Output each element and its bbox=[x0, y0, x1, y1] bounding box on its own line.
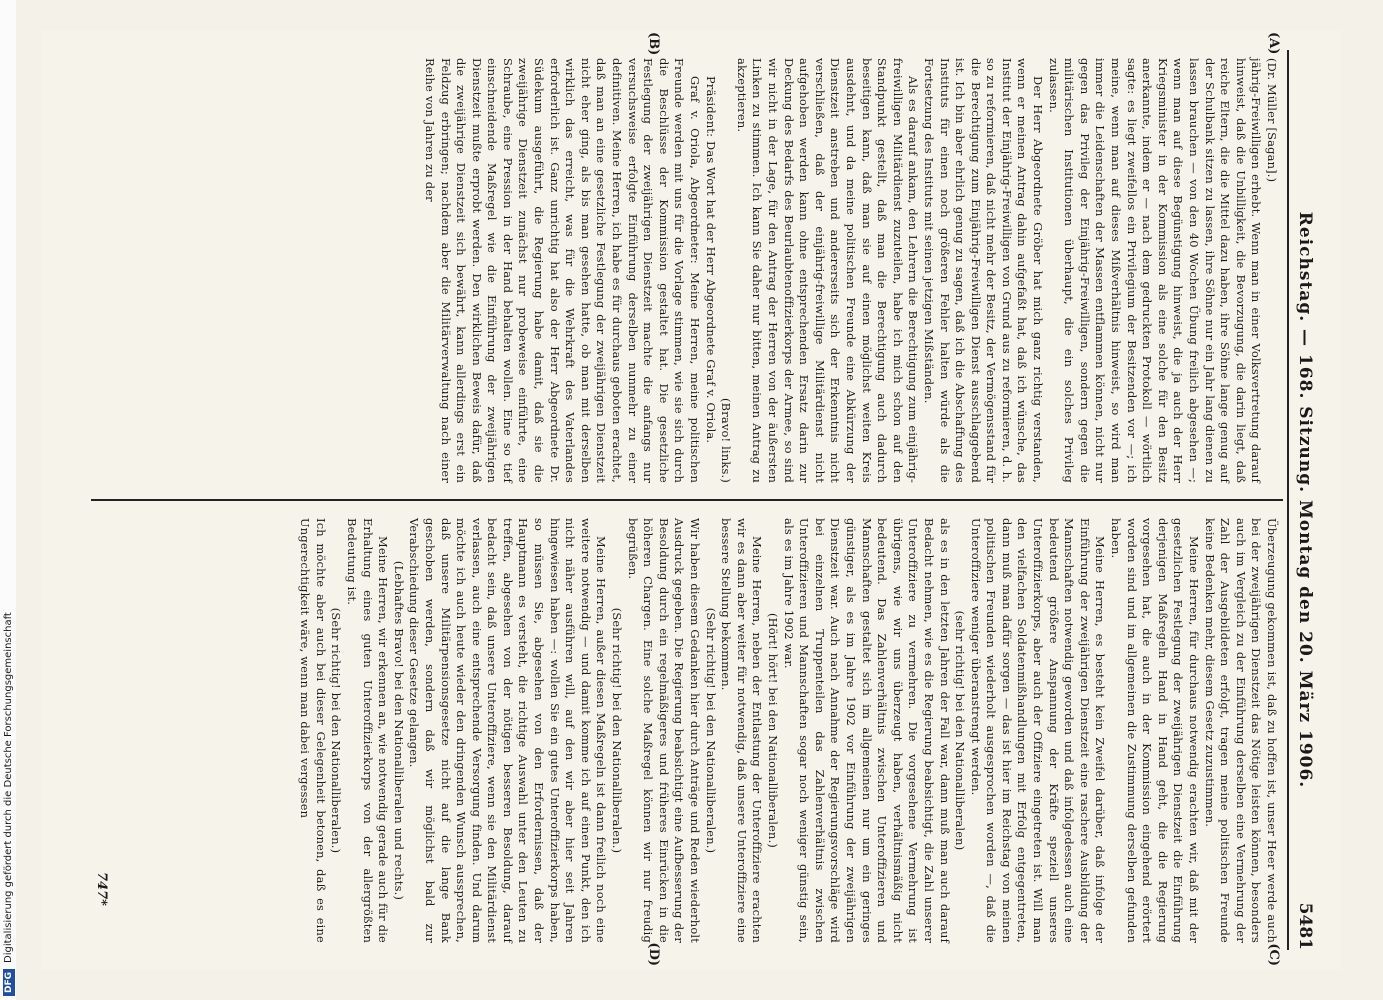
stage-direction: (Lebhaftes Bravo! bei den Nationalliberalen und rechts.) bbox=[391, 560, 406, 901]
paragraph: jährig-Freiwilligen erhebt. Wenn man in einer Volksvertretung darauf hinweist, daß die Unbilligkeit, die Bevorzugung, die darin liegt, daß reiche Eltern, die die Mittel dazu haben, ihre Söhne lange genug auf der Schulbank sitzen zu lassen, ihre Söhne nur ein Jahr lang dienen zu lassen brauchen — von den 40 Wochen Übung freilich abgesehen —; wenn man auf diese Begünstigung hinweist, die ja auch der Herr Kriegsminister in der Kommission als eine solche für den Besitz anerkannte, indem er — nach dem gedruckten Protokoll — wörtlich sagte: es liegt zweifellos ein Privilegium der Besitzenden vor —; ich meine, wenn man auf dieses Mißverhältnis hinweist, so wird man immer die Leidenschaften der Massen entflammen können, nicht nur gegen das Privileg der Einjährig-Freiwilligen, sondern gegen die militärischen Institutionen überhaupt, die ein solches Privileg zulassen. bbox=[1046, 58, 1264, 483]
margin-marker-a: (A) bbox=[1266, 32, 1281, 55]
dfg-logo: DFG bbox=[3, 969, 15, 996]
stage-direction: (Bravo! links.) bbox=[719, 398, 734, 483]
paragraph: als es in den letzten Jahren der Fall war, dann muß man auch darauf Bedacht nehmen, wie es die Regierung beabsichtigt, die Zahl unserer Unteroffiziere zu vermehren. Die vorgesehene Vermehrung ist übrigens, wie wir uns überzeugt haben, verhältnismäßig nicht bedeutend. Das Zahlenverhältnis zwischen Unteroffizieren und Mannschaften gestaltet sich im allgemeinen nur um ein geringes günstiger, als es im Jahre 1902 vor Einführung der zweijährigen Dienstzeit war. Auch nach Annahme der Regierungsvorschläge wird bei einzelnen Truppenteilen das Zahlenverhältnis zwischen Unteroffizieren und Mannschaften sogar noch weniger günstig sein, als es im Jahre 1902 war. bbox=[781, 518, 952, 943]
paragraph: Meine Herren, es besteht kein Zweifel darüber, daß infolge der Einführung der zweijährigen Dienstzeit eine raschere Ausbildung der Mannschaften notwendig geworden und daß infolgedessen auch eine bedeutend größere Anspannung der Kräfte speziell unseres Unteroffizierkorps, aber auch der Offiziere eingetreten ist. Will man den vielfachen Soldatenmißhandlungen mit Erfolg entgegentreten, dann muß man dafür sorgen — das ist hier im Reichstag von meinen politischen Freunden wiederholt ausgesprochen worden —, daß die Unteroffiziere weniger überanstrengt werden. bbox=[968, 518, 1108, 943]
paragraph: Als es darauf ankam, den Lehrern die Berechtigung zum einjährig-freiwilligen Militärdienst zuzuteilen, habe ich mich schon auf den Standpunkt gestellt, daß man die Berechtigung auch dadurch beseitigen kann, daß man sie auf einen möglichst weiten Kreis ausdehnt, und da meine politischen Freunde eine Abkürzung der Dienstzeit anstreben und andererseits sich der Erkenntnis nicht verschließen, daß der einjährig-freiwillige Militärdienst nicht aufgehoben werden kann ohne entsprechenden Ersatz darin zur Deckung des Bedarfs des Beurlaubtenoffizierkorps der Armee, so sind wir nicht in der Lage, für den Antrag der Herren von der äußersten Linken zu stimmen. Ich kann Sie daher nur bitten, meinen Antrag zu akzeptieren. bbox=[734, 58, 921, 483]
paragraph: Meine Herren, neben der Entlastung der Unteroffiziere erachten wir es dann aber weiter für notwendig, daß unsere Unteroffiziere eine bessere Stellung bekommen. bbox=[719, 518, 765, 943]
paragraph: Überzeugung gekommen ist, daß zu hoffen ist, unser Heer werde auch bei der zweijährigen Dienstzeit das Nötige leisten können, besonders auch im Vergleich zu der Einführung derselben eine Vermehrung der Zahl der Ausgebildeten erfolgt, tragen meine politischen Freunde keine Bedenken mehr, diesem Gesetz zuzustimmen. bbox=[1202, 518, 1279, 943]
page-header bbox=[1287, 50, 1319, 950]
scanned-page bbox=[41, 30, 1341, 970]
paragraph: Meine Herren, wir erkennen an, wie notwendig gerade auch für die Erhaltung eines guten Unteroffizierkorps von der allergrößten Bedeutung ist. bbox=[344, 518, 391, 943]
paragraph: Meine Herren, für durchaus notwendig erachten wir, daß mit der gesetzlichen Festlegung der zweijährigen Dienstzeit die Einführung derjenigen Maßregeln Hand in Hand geht, die die Regierung vorgesehen hat, die auch in der Kommission eingehend erörtert worden sind und im allgemeinen die Zustimmung derselben gefunden haben. bbox=[1109, 518, 1202, 943]
signature-mark: 747* bbox=[94, 872, 109, 906]
speaker-note: (Dr. Müller [Sagan].) bbox=[1265, 58, 1279, 183]
paragraph: Meine Herren, außer diesen Maßregeln ist dann freilich noch eine weitere notwendig — und damit komme ich auf einen Punkt, den ich nicht näher ausführen will, auf den wir aber hier seit Jahren hingewiesen haben —: wollen Sie ein gutes Unteroffizierkorps haben, so müssen Sie, abgesehen von den Erfordernissen, daß der Hauptmann es versteht, die richtige Auswahl unter den Leuten zu treffen, abgesehen von der nötigen besseren Besoldung, darauf bedacht sein, daß unsere Unteroffiziere, wenn sie den Militärdienst verlassen, auch eine entsprechende Versorgung finden. Und darum möchte ich auch heute wieder den dringenden Wunsch aussprechen, daß unsere Militärpensionsgesetze nicht auf die lange Bank geschoben werden, sondern daß wir möglichst bald zur Verabschiedung dieser Gesetze gelangen. bbox=[407, 518, 609, 943]
page-number: 5481 bbox=[1295, 902, 1315, 950]
paragraph: Der Herr Abgeordnete Gröber hat mich ganz richtig verstanden, wenn er meinen Antrag dahin aufgefaßt hat, daß ich wünsche, das Institut der Einjährig-Freiwilligen von Grund aus zu reformieren, d. h. so zu reformieren, daß nicht mehr der Besitz, der Vermögensstand für die Berechtigung zum Einjährig-Freiwilligen Dienst ausschlaggebend ist. Ich bin aber ehrlich genug zu sagen, daß ich die Abschaffung des Instituts für einen noch größeren Fehler halten würde als die Fortsetzung des Instituts mit seinen jetzigen Mißständen. bbox=[921, 58, 1046, 483]
paragraph: Präsident: Das Wort hat der Herr Abgeordnete Graf v. Oriola. bbox=[703, 76, 718, 444]
margin-marker-b: (B) bbox=[646, 32, 661, 56]
stage-direction: (Sehr richtig! bei den Nationalliberalen.) bbox=[329, 607, 344, 854]
right-column bbox=[297, 518, 1279, 943]
paragraph: Ich möchte aber auch bei dieser Gelegenheit betonen, daß es eine Ungerechtigkeit wäre, wenn man dabei vergessen bbox=[298, 518, 328, 943]
column-divider bbox=[91, 499, 1283, 501]
stage-direction: (Sehr richtig! bei den Nationalliberalen.) bbox=[703, 607, 718, 854]
stage-direction: (Hört! hört! bei den Nationalliberalen.) bbox=[766, 612, 780, 849]
margin-marker-d: (D) bbox=[646, 942, 661, 966]
stage-direction: (Sehr richtig! bei den Nationalliberalen.) bbox=[610, 607, 625, 854]
paragraph: Wir haben diesem Gedanken hier durch Anträge und Reden wiederholt Ausdruck gegeben. Die Regierung beabsichtigt eine Aufbesserung der Besoldung durch ein regelmäßigeres und früheres Einrücken in die höheren Chargen. Eine solche Maßregel können wir nur freudig begrüßen. bbox=[625, 518, 703, 944]
left-column bbox=[421, 58, 1279, 483]
header-title: Reichstag. — 168. Sitzung. Montag den 20. März 1906. bbox=[1295, 211, 1315, 789]
margin-marker-c: (C) bbox=[1266, 943, 1281, 966]
digitization-strip bbox=[0, 0, 16, 1000]
stage-direction: (sehr richtig! bei den Nationalliberalen) bbox=[953, 610, 968, 851]
paragraph: Graf v. Oriola, Abgeordneter: Meine Herren, meine politischen Freunde werden mit uns für die Vorlage stimmen, wie sie sich durch die Beschlüsse der Kommission gestaltet hat. Die gesetzliche Festlegung der zweijährigen Dienstzeit machte die anfangs nur versuchsweise erfolgte Einführung derselben nunmehr zu einer definitiven. Meine Herren, ich habe es für durchaus geboten erachtet, daß man an eine gesetzliche Festlegung der zweijährigen Dienstzeit nicht eher ging, als bis man gesehen hatte, ob man mit derselben wirklich das erreicht, was für die Wehrkraft des Vaterlandes erforderlich ist. Ganz unrichtig hat also der Herr Abgeordnete Dr. Südekum ausgeführt, die Regierung habe damit, daß sie die zweijährige Dienstzeit zunächst nur probeweise einführte, eine Schraube, eine Pression in der Hand behalten wollen. Eine so tief einschneidende Maßregel wie die Einführung der zweijährigen Dienstzeit mußte erprobt werden. Den wirklichen Beweis dafür, daß die zweijährige Dienstzeit sich bewährt, kann allerdings erst ein Feldzug erbringen; nachdem aber die Militärverwaltung nach einer Reihe von Jahren zu der bbox=[422, 58, 703, 483]
digitization-notice: Digitalisierung gefördert durch die Deutsche Forschungsgemeinschaft bbox=[3, 612, 14, 963]
